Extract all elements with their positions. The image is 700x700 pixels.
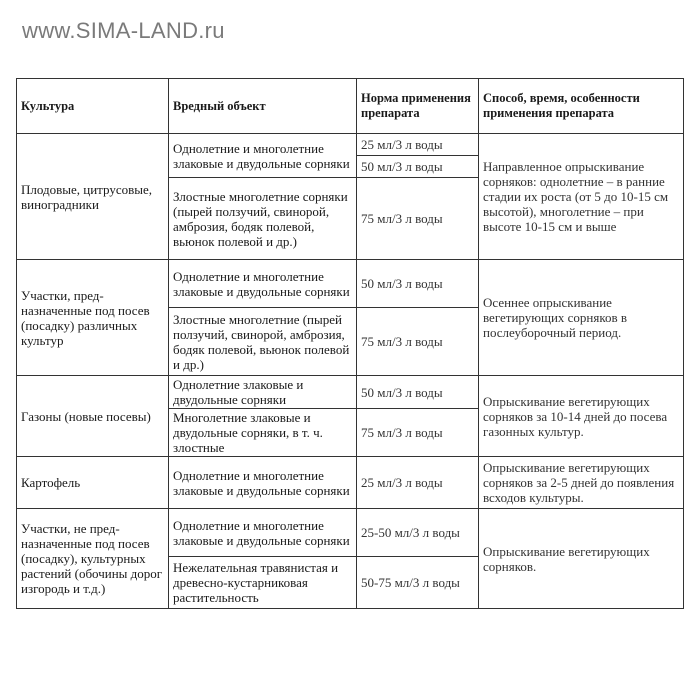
object-cell: Нежелательная травянистая и древесно-кустарниковая растительность [169,557,357,609]
object-cell: Однолетние и многолетние злаковые и двудольные сорняки [169,457,357,509]
object-cell: Однолетние и многолетние злаковые и двудольные сорняки [169,260,357,308]
table-row [17,376,684,409]
method-cell: Опрыскивание вегетирующих сорняков за 10-14 дней до посева газонных культур. [479,376,684,457]
header-row [17,79,684,134]
norm-cell: 75 мл/3 л воды [357,178,479,260]
norm-cell: 50 мл/3 л воды [357,260,479,308]
header-culture: Культура [17,79,169,134]
object-cell: Однолетние и многолетние злаковые и двудольные сорняки [169,509,357,557]
table-row [17,509,684,557]
method-cell: Опрыскивание вегетирующих сорняков за 2-5 дней до появления всходов культуры. [479,457,684,509]
header-norm: Норма применения препарата [357,79,479,134]
herbicide-table [16,78,684,609]
site-watermark: www.SIMA-LAND.ru [22,18,225,43]
norm-cell: 75 мл/3 л воды [357,308,479,376]
method-cell: Направленное опрыскивание сорняков: однолетние – в ранние стадии их роста (от 5 до 10-15 см высотой), многолетние – при высоте 10-15 см и выше [479,134,684,260]
object-cell: Злостные многолетние (пырей ползучий, свинорой, амброзия, бодяк полевой, вьюнок полевой и др.) [169,308,357,376]
culture-cell: Газоны (новые посевы) [17,376,169,457]
norm-cell: 50-75 мл/3 л воды [357,557,479,609]
culture-cell: Картофель [17,457,169,509]
object-cell: Злостные многолетние сорняки (пырей ползучий, свинорой, амброзия, бодяк полевой, вьюнок полевой и др.) [169,178,357,260]
norm-cell: 75 мл/3 л воды [357,409,479,457]
table-row [17,457,684,509]
object-cell: Многолетние злаковые и двудольные сорняки, в т. ч. злостные [169,409,357,457]
object-cell: Однолетние и многолетние злаковые и двудольные сорняки [169,134,357,178]
table-row [17,260,684,308]
culture-cell: Участки, не пред- назначенные под посев (посадку), культурных растений (обочины дорог изгородь и т.д.) [17,509,169,609]
culture-cell: Плодовые, цитрусовые, виноградники [17,134,169,260]
norm-cell: 50 мл/3 л воды [357,156,479,178]
norm-cell: 25-50 мл/3 л воды [357,509,479,557]
method-cell: Опрыскивание вегетирующих сорняков. [479,509,684,609]
table-row [17,134,684,156]
norm-cell: 25 мл/3 л воды [357,457,479,509]
header-method: Способ, время, особенности применения препарата [479,79,684,134]
header-object: Вредный объект [169,79,357,134]
method-cell: Осеннее опрыскивание вегетирующих сорняков в послеуборочный период. [479,260,684,376]
norm-cell: 25 мл/3 л воды [357,134,479,156]
culture-cell: Участки, пред- назначенные под посев (посадку) различных культур [17,260,169,376]
norm-cell: 50 мл/3 л воды [357,376,479,409]
object-cell: Однолетние злаковые и двудольные сорняки [169,376,357,409]
